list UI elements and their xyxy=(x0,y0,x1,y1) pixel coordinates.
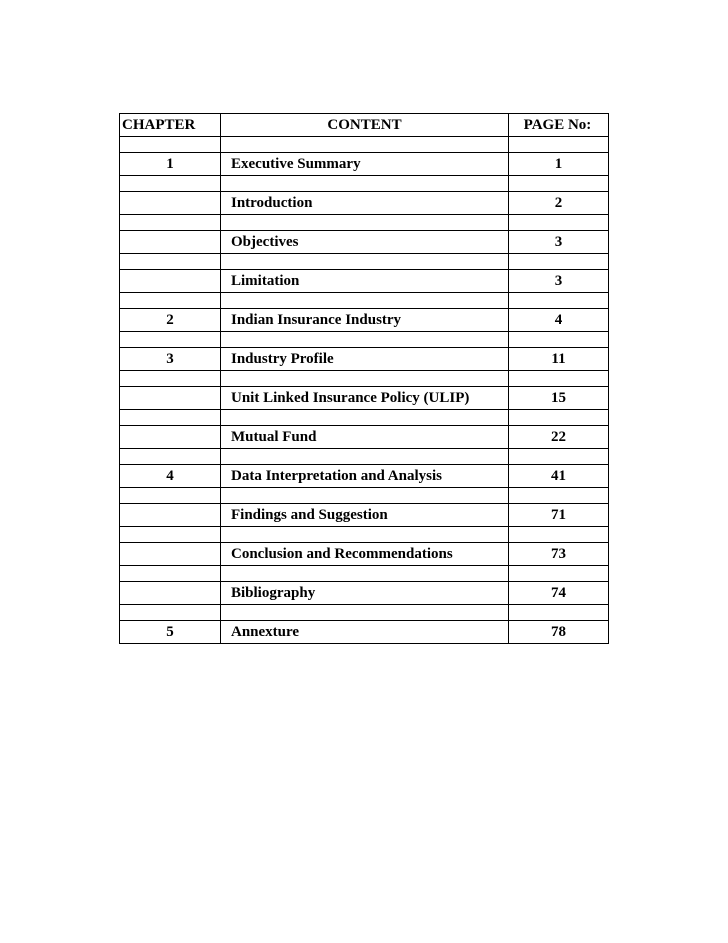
table-row xyxy=(120,192,609,215)
header-row xyxy=(120,114,609,137)
content-title: Findings and Suggestion xyxy=(221,504,509,527)
content-title: Unit Linked Insurance Policy (ULIP) xyxy=(221,387,509,410)
table-row xyxy=(120,582,609,605)
spacer-cell xyxy=(120,488,221,504)
table-row xyxy=(120,621,609,644)
table-row xyxy=(120,348,609,371)
table-row xyxy=(120,270,609,293)
spacer-cell xyxy=(509,215,609,231)
spacer-cell xyxy=(509,449,609,465)
chapter-number xyxy=(120,426,221,449)
content-title: Bibliography xyxy=(221,582,509,605)
spacer-cell xyxy=(221,215,509,231)
spacer-row xyxy=(120,371,609,387)
spacer-cell xyxy=(509,293,609,309)
spacer-cell xyxy=(509,176,609,192)
page-number: 3 xyxy=(509,270,609,293)
spacer-row xyxy=(120,176,609,192)
spacer-row xyxy=(120,449,609,465)
spacer-cell xyxy=(509,566,609,582)
content-title: Mutual Fund xyxy=(221,426,509,449)
spacer-cell xyxy=(221,332,509,348)
spacer-cell xyxy=(120,215,221,231)
content-title: Executive Summary xyxy=(221,153,509,176)
spacer-cell xyxy=(120,605,221,621)
content-header: CONTENT xyxy=(221,114,509,137)
spacer-cell xyxy=(120,566,221,582)
content-title: Objectives xyxy=(221,231,509,254)
page-number: 73 xyxy=(509,543,609,566)
spacer-cell xyxy=(221,449,509,465)
page-number: 2 xyxy=(509,192,609,215)
page-number: 11 xyxy=(509,348,609,371)
chapter-number xyxy=(120,504,221,527)
spacer-cell xyxy=(120,176,221,192)
content-title: Annexture xyxy=(221,621,509,644)
chapter-number xyxy=(120,270,221,293)
spacer-cell xyxy=(509,137,609,153)
page-number: 4 xyxy=(509,309,609,332)
chapter-number xyxy=(120,582,221,605)
page-number: 3 xyxy=(509,231,609,254)
spacer-cell xyxy=(509,488,609,504)
spacer-cell xyxy=(120,293,221,309)
content-title: Introduction xyxy=(221,192,509,215)
spacer-cell xyxy=(221,254,509,270)
table-of-contents xyxy=(119,113,609,644)
spacer-cell xyxy=(120,254,221,270)
spacer-row xyxy=(120,605,609,621)
spacer-cell xyxy=(509,410,609,426)
page-number: 41 xyxy=(509,465,609,488)
spacer-row xyxy=(120,293,609,309)
chapter-number: 1 xyxy=(120,153,221,176)
spacer-cell xyxy=(221,371,509,387)
chapter-number xyxy=(120,231,221,254)
page-number: 71 xyxy=(509,504,609,527)
spacer-row xyxy=(120,215,609,231)
spacer-cell xyxy=(120,449,221,465)
chapter-number xyxy=(120,387,221,410)
spacer-cell xyxy=(120,527,221,543)
content-title: Conclusion and Recommendations xyxy=(221,543,509,566)
table-row xyxy=(120,153,609,176)
chapter-number xyxy=(120,192,221,215)
chapter-number: 3 xyxy=(120,348,221,371)
spacer-row xyxy=(120,137,609,153)
spacer-cell xyxy=(221,410,509,426)
table-row xyxy=(120,465,609,488)
table-row xyxy=(120,426,609,449)
spacer-cell xyxy=(509,332,609,348)
table-row xyxy=(120,387,609,410)
toc-body xyxy=(120,137,609,644)
page-number: 22 xyxy=(509,426,609,449)
chapter-number xyxy=(120,543,221,566)
spacer-cell xyxy=(509,605,609,621)
page-number: 15 xyxy=(509,387,609,410)
spacer-cell xyxy=(120,371,221,387)
spacer-row xyxy=(120,332,609,348)
spacer-row xyxy=(120,566,609,582)
page-number: 1 xyxy=(509,153,609,176)
content-title: Limitation xyxy=(221,270,509,293)
chapter-number: 5 xyxy=(120,621,221,644)
content-title: Indian Insurance Industry xyxy=(221,309,509,332)
spacer-cell xyxy=(221,527,509,543)
chapter-number: 2 xyxy=(120,309,221,332)
table-row xyxy=(120,504,609,527)
page-number-header: PAGE No: xyxy=(509,114,609,137)
spacer-cell xyxy=(120,410,221,426)
spacer-cell xyxy=(509,371,609,387)
chapter-header: CHAPTER xyxy=(120,114,221,137)
page-number: 78 xyxy=(509,621,609,644)
spacer-row xyxy=(120,410,609,426)
page-number: 74 xyxy=(509,582,609,605)
spacer-cell xyxy=(221,605,509,621)
chapter-number: 4 xyxy=(120,465,221,488)
spacer-cell xyxy=(509,254,609,270)
spacer-cell xyxy=(221,293,509,309)
table-row xyxy=(120,309,609,332)
spacer-cell xyxy=(120,332,221,348)
spacer-row xyxy=(120,527,609,543)
spacer-cell xyxy=(120,137,221,153)
content-title: Industry Profile xyxy=(221,348,509,371)
content-title: Data Interpretation and Analysis xyxy=(221,465,509,488)
table-row xyxy=(120,231,609,254)
spacer-cell xyxy=(221,488,509,504)
spacer-cell xyxy=(509,527,609,543)
spacer-cell xyxy=(221,137,509,153)
spacer-cell xyxy=(221,176,509,192)
spacer-cell xyxy=(221,566,509,582)
spacer-row xyxy=(120,254,609,270)
spacer-row xyxy=(120,488,609,504)
table-row xyxy=(120,543,609,566)
